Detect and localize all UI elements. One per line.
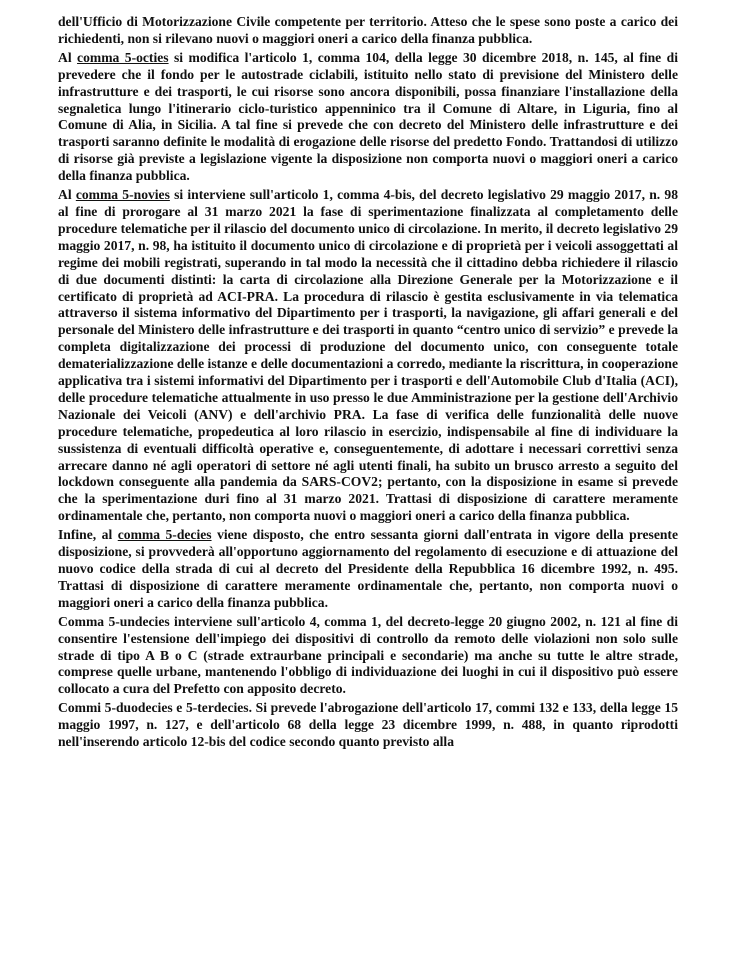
paragraph-text: Infine, al <box>58 527 118 543</box>
paragraph-comma-5-novies <box>58 187 678 525</box>
paragraph-text: Commi 5-duodecies e 5-terdecies. Si prevede l'abrogazione dell'articolo 17, commi 132 e 133, della legge 15 maggio 1997, n. 127, e dell'articolo 68 della legge 23 dicembre 1999, n. 488, in quanto riprodotti nell'inserendo articolo 12-bis del codice secondo quanto previsto alla <box>58 700 678 750</box>
paragraph-text: si modifica l'articolo 1, comma 104, della legge 30 dicembre 2018, n. 145, al fine di prevedere che il fondo per le autostrade ciclabili, istituito nello stato di previsione del Ministero delle infrastrutture e dei trasporti, le cui risorse sono ancora disponibili, possa finanziare l'installazione della segnaletica lungo l'itinerario ciclo-turistico appenninico tra il Comune di Altare, in Liguria, fino al Comune di Alia, in Sicilia. A tal fine si prevede che con decreto del Ministero delle infrastrutture e dei trasporti saranno definite le modalità di erogazione delle risorse del predetto Fondo. Trattandosi di utilizzo di risorse già previste a legislazione vigente la disposizione non comporta nuovi o maggiori oneri a carico della finanza pubblica. <box>58 49 678 184</box>
paragraph-comma-5-decies <box>58 527 678 612</box>
paragraph-commi-5-duodecies <box>58 700 678 751</box>
paragraph-text: dell'Ufficio di Motorizzazione Civile competente per territorio. Atteso che le spese sono poste a carico dei richiedenti, non si rilevano nuovi o maggiori oneri a carico della finanza pubblica. <box>58 14 678 46</box>
paragraph-1 <box>58 14 678 48</box>
comma-reference: comma 5-novies <box>75 187 170 203</box>
paragraph-text: Al <box>58 49 78 65</box>
comma-reference: comma 5-decies <box>117 527 212 543</box>
paragraph-comma-5-undecies <box>58 614 678 699</box>
paragraph-text: viene disposto, che entro sessanta giorni dall'entrata in vigore della presente disposizione, si provvederà all'opportuno aggiornamento del regolamento di esecuzione e di attuazione del nuovo codice della strada di cui al decreto del Presidente della Repubblica 16 dicembre 1992, n. 495. Trattasi di disposizione di carattere meramente ordinamentale che, pertanto, non comporta nuovi o maggiori oneri a carico della finanza pubblica. <box>58 527 678 610</box>
paragraph-comma-5-octies <box>58 50 678 185</box>
comma-reference: comma 5-octies <box>77 49 169 65</box>
document-page <box>58 14 678 753</box>
paragraph-text: si interviene sull'articolo 1, comma 4-bis, del decreto legislativo 29 maggio 2017, n. 98 al fine di prorogare al 31 marzo 2021 la fase di sperimentazione finalizzata al completamento delle procedure telematiche per il rilascio del documento unico di circolazione. In merito, il decreto legislativo 29 maggio 2017, n. 98, ha istituito il documento unico di circolazione e di proprietà per i veicoli assoggettati al regime dei mobili registrati, superando in tal modo la necessità che il cittadino debba richiedere il rilascio di due documenti distinti: la carta di circolazione alla Direzione Generale per la Motorizzazione e il certificato di proprietà ad ACI-PRA. La procedura di rilascio è gestita esclusivamente in via telematica attraverso il sistema informativo del Dipartimento per i trasporti, la navigazione, gli affari generali e del personale del Ministero delle infrastrutture e dei trasporti in quanto “centro unico di servizio” e prevede la completa digitalizzazione dei processi di produzione del documento unico, con conseguente totale dematerializzazione delle istanze e delle documentazioni a corredo, mediante la riscrittura, in cooperazione applicativa tra i sistemi informativi del Dipartimento per i trasporti e dell'Automobile Club d'Italia (ACI), delle procedure telematiche attualmente in uso presso le due Amministrazione per la gestione dell'Archivio Nazionale dei Veicoli (ANV) e dell'archivio PRA. La fase di verifica delle funzionalità delle nuove procedure telematiche, propedeutica al loro rilascio in esercizio, indispensabile al fine di individuare la sussistenza di eventuali difficoltà operative e, conseguentemente, di adottare i necessari correttivi senza arrecare danno né agli operatori di settore né agli utenti finali, ha subito un brusco arresto a seguito del lockdown conseguente alla pandemia da SARS-COV2; pertanto, con la disposizione in esame si prevede che la sperimentazione duri fino al 31 marzo 2021. Trattasi di disposizione di carattere meramente ordinamentale che, pertanto, non comporta nuovi o maggiori oneri a carico della finanza pubblica. <box>58 187 678 524</box>
paragraph-text: Comma 5-undecies interviene sull'articolo 4, comma 1, del decreto-legge 20 giugno 2002, n. 121 al fine di consentire l'estensione dell'impiego dei dispositivi di controllo da remoto delle violazioni non solo sulle strade di tipo A B o C (strade extraurbane principali e secondarie) ma anche su tutte le altre strade, comprese quelle urbane, mantenendo l'obbligo di individuazione dei luoghi in cui il dispositivo può essere collocato a cura del Prefetto con apposito decreto. <box>58 613 678 697</box>
paragraph-text: Al <box>58 187 76 203</box>
